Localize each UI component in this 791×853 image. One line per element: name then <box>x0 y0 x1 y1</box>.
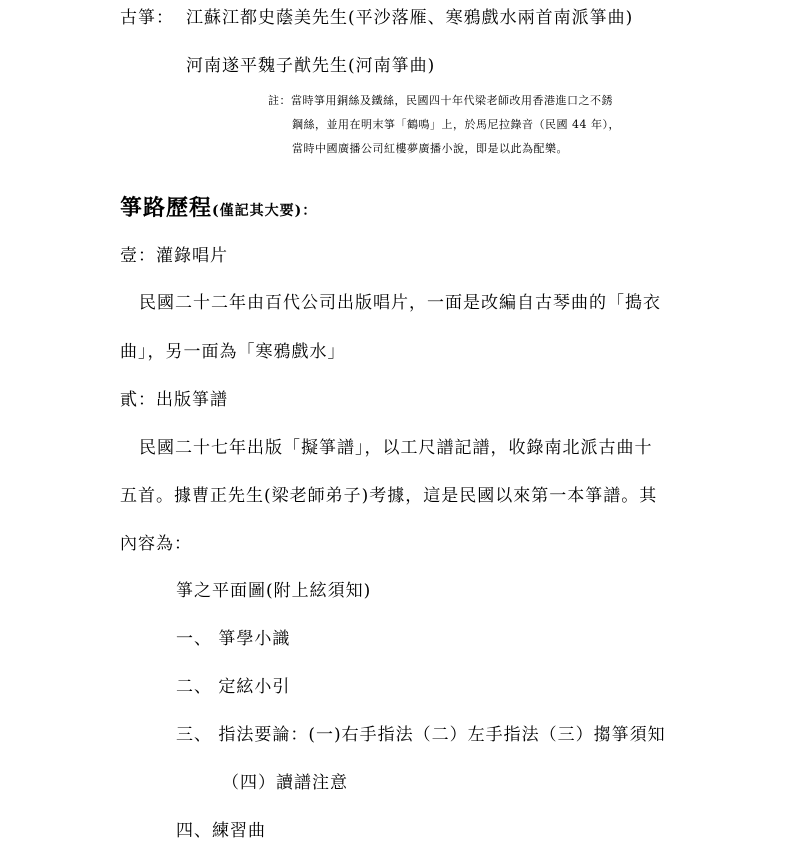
history-title: 箏路歷程 <box>120 195 213 221</box>
contents-item: 二、 定絃小引 <box>176 677 291 697</box>
section-2-heading: 貳：出版箏譜 <box>120 390 228 410</box>
section-2-paragraph-line-3: 內容為： <box>120 534 192 554</box>
contents-item: 箏之平面圖(附上絃須知) <box>176 581 372 601</box>
contents-item: 四、練習曲 <box>176 821 266 841</box>
contents-item: 三、 指法要論：(一)右手指法（二）左手指法（三）搊箏須知 <box>176 725 666 745</box>
section-1-paragraph-line-1: 民國二十二年由百代公司出版唱片，一面是改編自古琴曲的「搗衣 <box>139 293 661 313</box>
section-1-heading: 壹：灌錄唱片 <box>120 246 228 266</box>
section-2-paragraph-line-2: 五首。據曹正先生(梁老師弟子)考據，這是民國以來第一本箏譜。其 <box>120 486 658 506</box>
contents-item: （四）讀譜注意 <box>222 773 348 793</box>
zheng-teacher-2: 河南遂平魏子猷先生(河南箏曲) <box>186 56 436 76</box>
note-line-2: 鋼絲，並用在明末箏「鶴鳴」上，於馬尼拉錄音（民國 44 年）， <box>292 118 620 131</box>
zheng-label: 古箏： <box>120 8 174 28</box>
history-heading <box>120 197 317 222</box>
history-subtitle: (僅記其大要)： <box>212 203 318 219</box>
section-1-paragraph-line-2: 曲」，另一面為「寒鴉戲水」 <box>120 342 346 362</box>
note-line-3: 當時中國廣播公司紅樓夢廣播小說，即是以此為配樂。 <box>292 142 568 155</box>
contents-item: 一、 箏學小識 <box>176 629 291 649</box>
section-2-paragraph-line-1: 民國二十七年出版「擬箏譜」，以工尺譜記譜，收錄南北派古曲十 <box>139 438 653 458</box>
zheng-teacher-1: 江蘇江都史蔭美先生(平沙落雁、寒鴉戲水兩首南派箏曲) <box>186 8 634 28</box>
note-line-1: 註：當時箏用銅絲及鐵絲，民國四十年代梁老師改用香港進口之不銹 <box>268 94 613 107</box>
